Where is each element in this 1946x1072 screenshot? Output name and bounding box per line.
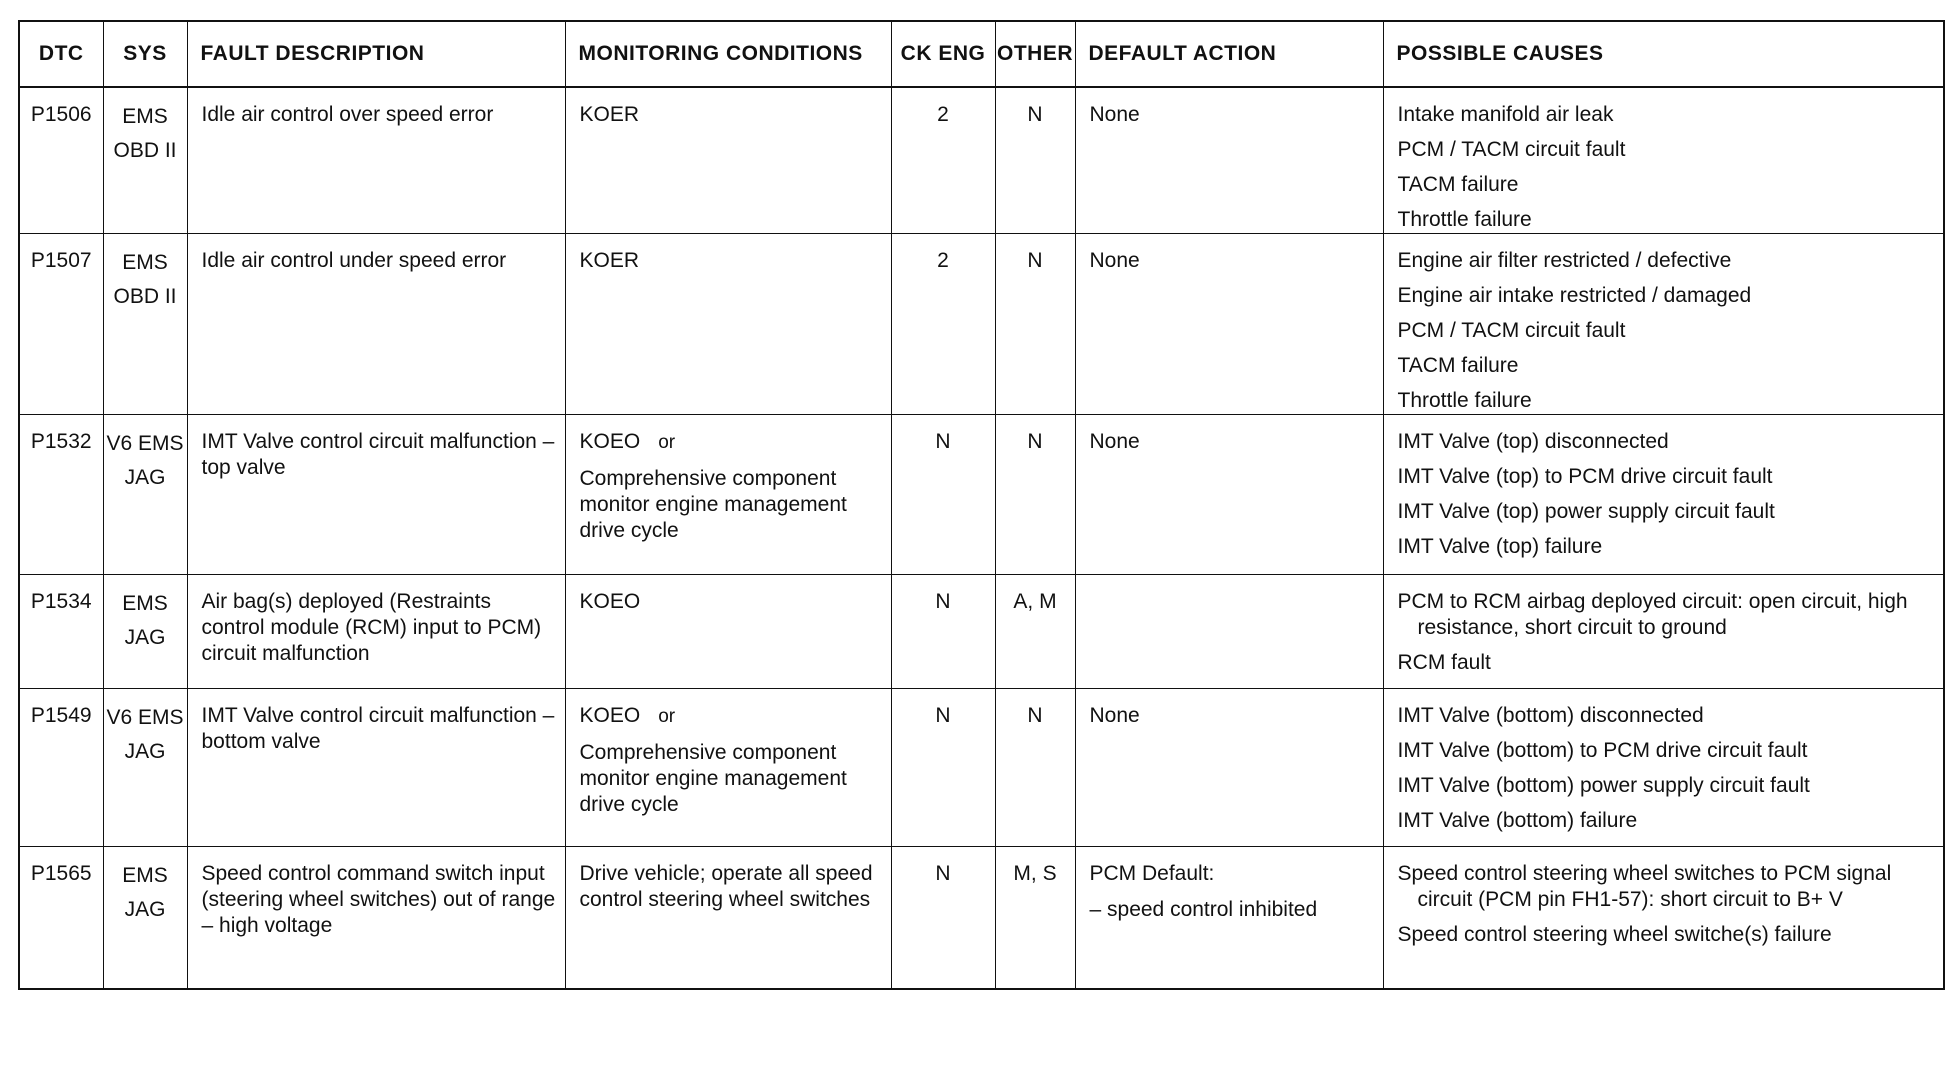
cause-item: IMT Valve (bottom) disconnected xyxy=(1397,704,1704,727)
default-action-line: None xyxy=(1089,103,1140,126)
table-row xyxy=(19,689,1944,847)
sys-line: OBD II xyxy=(113,285,177,308)
cause-item: Throttle failure xyxy=(1397,208,1532,231)
monitoring-gap xyxy=(580,456,883,466)
sys-line: V6 EMS xyxy=(106,706,184,729)
cell-monitoring-conditions xyxy=(565,87,891,234)
cell-dtc: P1506 xyxy=(19,87,103,234)
sys-line: JAG xyxy=(124,626,166,649)
cell-possible-causes xyxy=(1383,689,1944,847)
cell-dtc: P1534 xyxy=(19,575,103,689)
cell-sys xyxy=(103,689,187,847)
cell-other: N xyxy=(995,415,1075,575)
cell-other: A, M xyxy=(995,575,1075,689)
sys-line: JAG xyxy=(124,740,166,763)
cell-possible-causes xyxy=(1383,575,1944,689)
header-default-action: DEFAULT ACTION xyxy=(1075,21,1383,87)
cell-other: M, S xyxy=(995,847,1075,989)
cell-sys xyxy=(103,847,187,989)
cell-possible-causes xyxy=(1383,415,1944,575)
monitoring-or: or xyxy=(658,432,676,453)
cell-monitoring-conditions xyxy=(565,575,891,689)
cell-monitoring-conditions xyxy=(565,415,891,575)
cause-item: IMT Valve (bottom) power supply circuit fault xyxy=(1397,774,1810,797)
cell-fault-description: Speed control command switch input (steering wheel switches) out of range – high voltage xyxy=(187,847,565,989)
cell-fault-description: Idle air control over speed error xyxy=(187,87,565,234)
sys-line: EMS xyxy=(122,592,168,615)
table-row xyxy=(19,234,1944,415)
sys-line: EMS xyxy=(122,864,168,887)
cause-item: IMT Valve (top) failure xyxy=(1397,535,1603,558)
dtc-table xyxy=(18,20,1945,990)
cell-other: N xyxy=(995,87,1075,234)
monitoring-main: KOER xyxy=(579,103,640,126)
sys-line: V6 EMS xyxy=(106,432,184,455)
cell-sys xyxy=(103,415,187,575)
header-ck-eng: CK ENG xyxy=(891,21,995,87)
monitoring-main: KOEO xyxy=(579,430,641,453)
cause-item: Speed control steering wheel switche(s) failure xyxy=(1397,923,1832,946)
cell-default-action xyxy=(1075,234,1383,415)
cell-default-action xyxy=(1075,847,1383,989)
monitoring-rest: Comprehensive component monitor engine management drive cycle xyxy=(579,741,847,816)
cell-ck-eng: N xyxy=(891,415,995,575)
monitoring-or: or xyxy=(658,706,676,727)
cell-sys xyxy=(103,87,187,234)
cause-item: Intake manifold air leak xyxy=(1397,103,1614,126)
cell-ck-eng: N xyxy=(891,575,995,689)
monitoring-main: KOER xyxy=(579,249,640,272)
cell-other: N xyxy=(995,234,1075,415)
cell-other: N xyxy=(995,689,1075,847)
cause-item: IMT Valve (bottom) to PCM drive circuit fault xyxy=(1397,739,1808,762)
monitoring-main-line xyxy=(580,429,883,456)
cell-monitoring-conditions xyxy=(565,847,891,989)
cause-item: RCM fault xyxy=(1397,651,1491,674)
table-header-row xyxy=(19,21,1944,87)
cell-ck-eng: N xyxy=(891,689,995,847)
cell-fault-description: Air bag(s) deployed (Restraints control module (RCM) input to PCM) circuit malfunction xyxy=(187,575,565,689)
cell-dtc: P1565 xyxy=(19,847,103,989)
cell-monitoring-conditions xyxy=(565,689,891,847)
cell-default-action xyxy=(1075,87,1383,234)
cause-item: TACM failure xyxy=(1397,173,1519,196)
cell-sys xyxy=(103,575,187,689)
cause-item: IMT Valve (bottom) failure xyxy=(1397,809,1638,832)
header-sys: SYS xyxy=(103,21,187,87)
cause-item: TACM failure xyxy=(1397,354,1519,377)
cause-item: PCM / TACM circuit fault xyxy=(1397,319,1626,342)
cell-default-action xyxy=(1075,689,1383,847)
header-monitoring-conditions: MONITORING CONDITIONS xyxy=(565,21,891,87)
cause-item: Engine air intake restricted / damaged xyxy=(1397,284,1752,307)
monitoring-main: Drive vehicle; operate all speed control steering wheel switches xyxy=(579,862,873,911)
monitoring-main: KOEO xyxy=(579,590,641,613)
cause-item: Engine air filter restricted / defective xyxy=(1397,249,1732,272)
monitoring-gap xyxy=(580,730,883,740)
cell-monitoring-conditions xyxy=(565,234,891,415)
cell-possible-causes xyxy=(1383,87,1944,234)
cell-possible-causes xyxy=(1383,847,1944,989)
cause-item: IMT Valve (top) to PCM drive circuit fault xyxy=(1397,465,1773,488)
sys-line: JAG xyxy=(124,898,166,921)
table-row xyxy=(19,847,1944,989)
cause-item: PCM to RCM airbag deployed circuit: open circuit, high resistance, short circuit to ground xyxy=(1397,590,1908,639)
cell-fault-description: IMT Valve control circuit malfunction – bottom valve xyxy=(187,689,565,847)
header-fault-description: FAULT DESCRIPTION xyxy=(187,21,565,87)
sys-line: EMS xyxy=(122,105,168,128)
monitoring-main: KOEO xyxy=(579,704,641,727)
cell-possible-causes xyxy=(1383,234,1944,415)
cell-dtc: P1549 xyxy=(19,689,103,847)
cause-item: IMT Valve (top) power supply circuit fault xyxy=(1397,500,1775,523)
cell-ck-eng: 2 xyxy=(891,87,995,234)
header-dtc: DTC xyxy=(19,21,103,87)
header-other: OTHER xyxy=(995,21,1075,87)
sys-line: JAG xyxy=(124,466,166,489)
default-action-line: None xyxy=(1089,704,1140,727)
cell-default-action xyxy=(1075,575,1383,689)
default-action-line: – speed control inhibited xyxy=(1089,898,1318,921)
sys-line: EMS xyxy=(122,251,168,274)
cause-item: Throttle failure xyxy=(1397,389,1532,412)
cell-fault-description: Idle air control under speed error xyxy=(187,234,565,415)
cell-ck-eng: 2 xyxy=(891,234,995,415)
dtc-document-page xyxy=(18,20,1943,990)
cell-dtc: P1532 xyxy=(19,415,103,575)
monitoring-rest: Comprehensive component monitor engine management drive cycle xyxy=(579,467,847,542)
cell-dtc: P1507 xyxy=(19,234,103,415)
cell-fault-description: IMT Valve control circuit malfunction – top valve xyxy=(187,415,565,575)
table-row xyxy=(19,87,1944,234)
cause-item: IMT Valve (top) disconnected xyxy=(1397,430,1669,453)
default-action-line: None xyxy=(1089,430,1140,453)
table-body xyxy=(19,87,1944,989)
default-action-line: None xyxy=(1089,249,1140,272)
cell-sys xyxy=(103,234,187,415)
monitoring-main-line xyxy=(580,703,883,730)
table-row xyxy=(19,415,1944,575)
cell-default-action xyxy=(1075,415,1383,575)
cause-item: Speed control steering wheel switches to PCM signal circuit (PCM pin FH1-57): short circuit to B+ V xyxy=(1397,862,1892,911)
sys-line: OBD II xyxy=(113,139,177,162)
cause-item: PCM / TACM circuit fault xyxy=(1397,138,1626,161)
default-action-line: PCM Default: xyxy=(1089,862,1215,885)
table-row xyxy=(19,575,1944,689)
header-possible-causes: POSSIBLE CAUSES xyxy=(1383,21,1944,87)
cell-ck-eng: N xyxy=(891,847,995,989)
